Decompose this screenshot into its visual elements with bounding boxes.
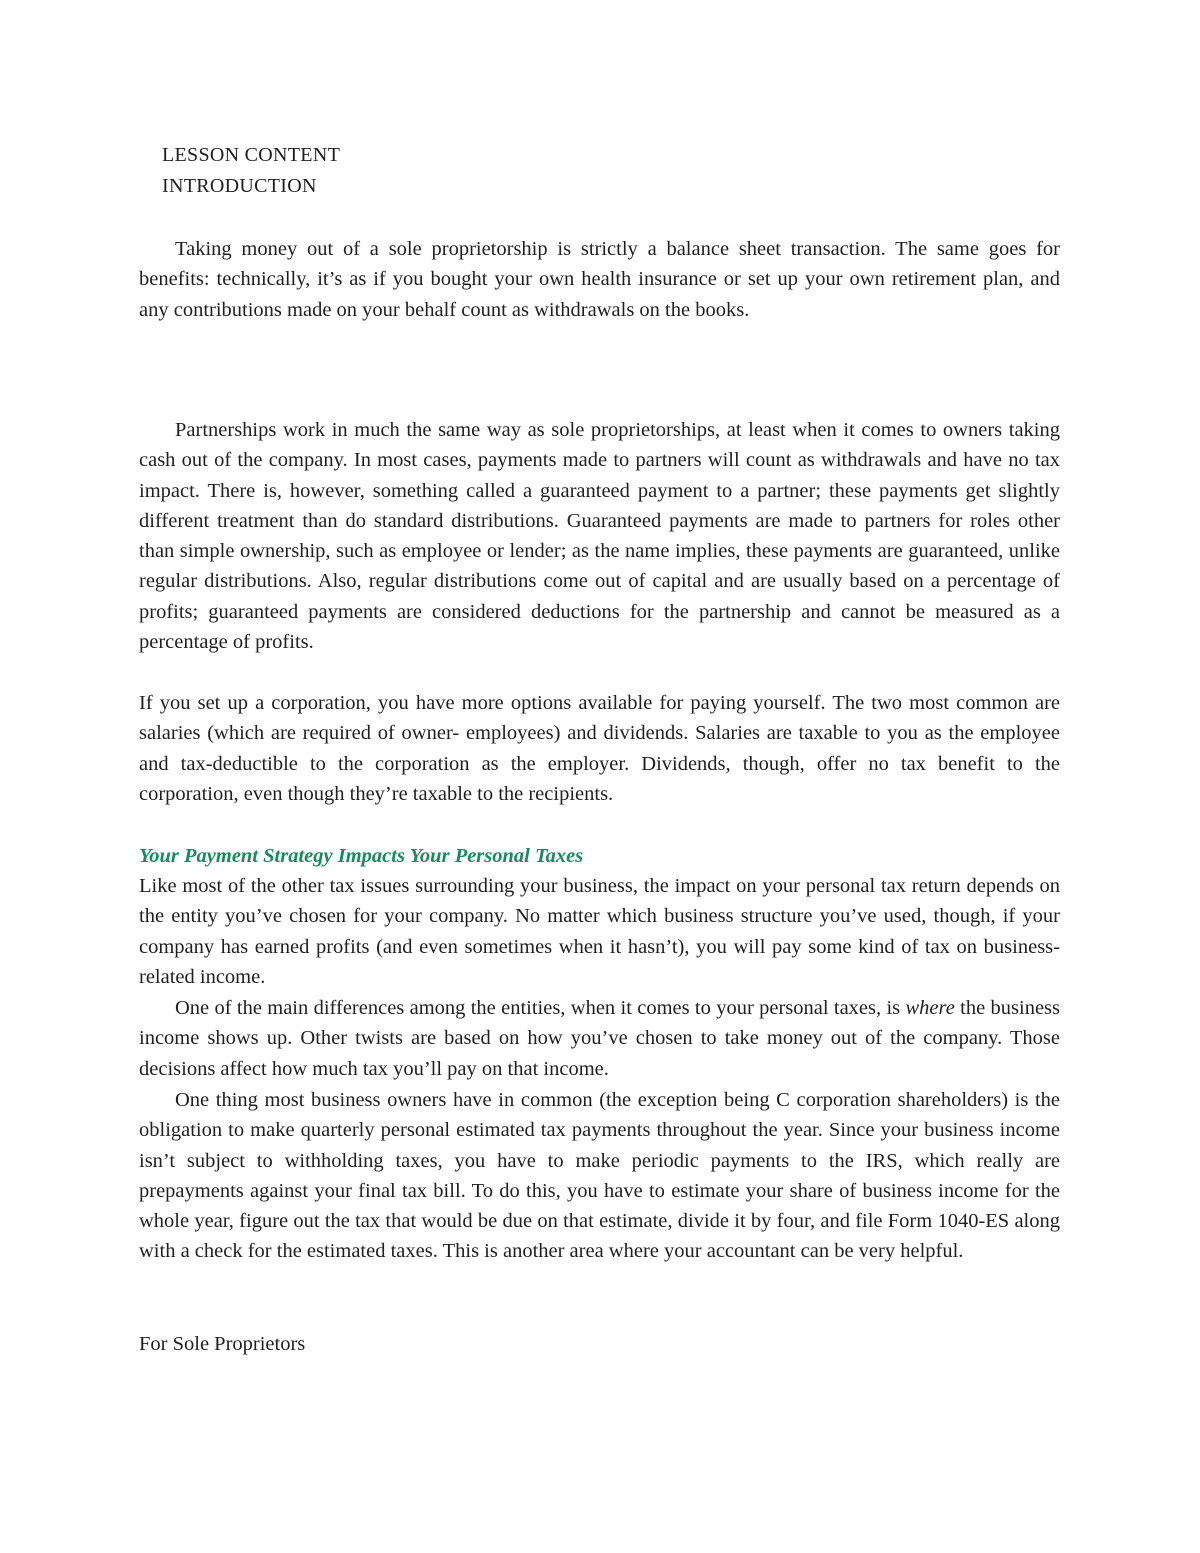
section-paragraph-3: One thing most business owners have in common (the exception being C corporation shareholders) is the obligation to make quarterly personal estimated tax payments throughout the year. Since your business income isn’t subject to withholding taxes, you have to make periodic payments to the IRS, which really are prepayments against your final tax bill. To do this, you have to estimate your share of business income for the whole year, figure out the tax that would be due on that estimate, divide it by four, and file Form 1040-ES along with a check for the estimated taxes. This is another area where your accountant can be very helpful.: [139, 1089, 1060, 1263]
introduction-heading: INTRODUCTION: [162, 175, 317, 197]
intro-paragraph-1: Taking money out of a sole proprietorship is strictly a balance sheet transaction. The same goes for benefits: technically, it’s as if you bought your own health insurance or set up your own retirement plan, and any contributions made on your behalf count as withdrawals on the books.: [139, 238, 1060, 321]
lesson-content-heading: LESSON CONTENT: [162, 144, 341, 166]
intro-paragraph-partnerships: Partnerships work in much the same way as sole proprietorships, at least when it comes to owners taking cash out of the company. In most cases, payments made to partners will count as withdrawals and have no tax impact. There is, however, something called a guaranteed payment to a partner; these payments get slightly different treatment than do standard distributions. Guaranteed payments are made to partners for roles other than simple ownership, such as employee or lender; as the name implies, these payments are guaranteed, unlike regular distributions. Also, regular distributions come out of capital and are usually based on a percentage of profits; guaranteed payments are considered deductions for the partnership and cannot be measured as a percentage of profits.: [139, 419, 1060, 654]
section-paragraph-2: [139, 993, 1060, 1084]
section-paragraph-2-emphasis: where: [905, 997, 955, 1019]
section-paragraph-2-end: the business income shows up. Other twists are based on how you’ve chosen to take money out of the company. Those decisions affect how much tax you’ll pay on that income.: [139, 997, 1060, 1080]
sole-proprietors-subheading: For Sole Proprietors: [139, 1333, 306, 1355]
section-paragraph-2-start: One of the main differences among the entities, when it comes to your personal taxes, is: [175, 997, 906, 1019]
section-paragraph-1: Like most of the other tax issues surrounding your business, the impact on your personal tax return depends on the entity you’ve chosen for your company. No matter which business structure you’ve used, though, if your company has earned profits (and even sometimes when it hasn’t), you will pay some kind of tax on business-related income.: [139, 875, 1060, 988]
section-title: Your Payment Strategy Impacts Your Personal Taxes: [139, 845, 584, 867]
intro-paragraph-corporation: If you set up a corporation, you have more options available for paying yourself. The two most common are salaries (which are required of owner- employees) and dividends. Salaries are taxable to you as the employee and tax-deductible to the corporation as the employer. Dividends, though, offer no tax benefit to the corporation, even though they’re taxable to the recipients.: [139, 692, 1060, 805]
